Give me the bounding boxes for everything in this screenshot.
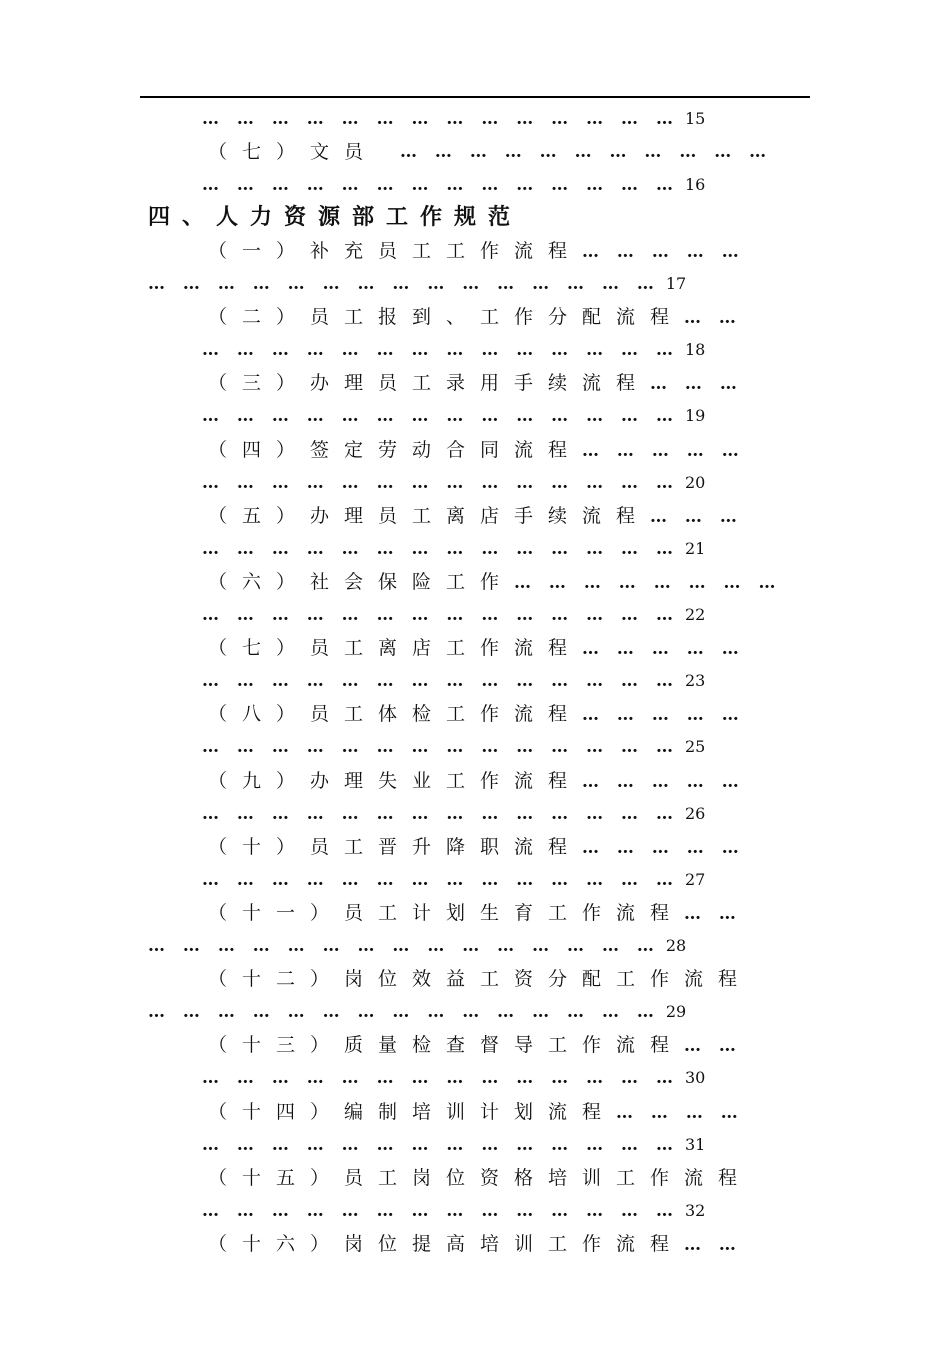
page-number: 23 xyxy=(684,671,706,690)
leader-dots: … … xyxy=(684,1235,742,1255)
entry-label: （八）员工体检工作流程 xyxy=(208,703,583,725)
toc-entry[interactable] xyxy=(208,1097,744,1127)
leader-dots: … … … … … … … … … … … … … … xyxy=(202,473,679,493)
toc-entry-clerk[interactable] xyxy=(208,137,378,167)
leader-dots: … … … … … … … … … … … … … … xyxy=(202,109,679,129)
entry-label: （十二）岗位效益工资分配工作流程 xyxy=(208,968,753,990)
leader-dots: … … xyxy=(684,308,742,328)
leader-dots: … … … … … … … … … … … … … … xyxy=(202,406,679,426)
toc-entry[interactable] xyxy=(208,766,745,796)
toc-entry-leader xyxy=(148,997,686,1027)
leader-dots: … … … … … … … … … … … … … … xyxy=(202,671,679,691)
toc-entry[interactable] xyxy=(208,368,743,398)
leader-dots: … … … … … … … … … … … … … … xyxy=(202,340,679,360)
toc-entry[interactable] xyxy=(208,236,745,266)
leader-dots: … … … … … … … … … … … … … … xyxy=(202,1068,679,1088)
leader-dots: … … … … … xyxy=(582,441,745,461)
leader-dots: … … xyxy=(684,1036,742,1056)
toc-entry-leader xyxy=(202,335,705,365)
entry-label: （二）员工报到、工作分配流程 xyxy=(208,306,685,328)
toc-entry-leader xyxy=(202,468,705,498)
toc-entry[interactable] xyxy=(208,1030,742,1060)
page-number: 25 xyxy=(684,737,706,756)
toc-entry-leader xyxy=(202,666,705,696)
toc-entry[interactable] xyxy=(208,302,742,332)
leader-dots: … … … … … … … … … … … … … … xyxy=(202,804,679,824)
leader-dots: … … … … … … … … … … … … … … xyxy=(202,870,679,890)
toc-entry[interactable] xyxy=(208,898,742,928)
leader-dots: … … … xyxy=(650,374,743,394)
toc-entry-leader xyxy=(202,1196,705,1226)
leader-dots: … … … … … … … … … … … … … … xyxy=(202,175,679,195)
entry-label: （十五）员工岗位资格培训工作流程 xyxy=(208,1167,753,1189)
page-number: 28 xyxy=(665,936,687,955)
entry-label: （四）签定劳动合同流程 xyxy=(208,439,583,461)
page-number: 19 xyxy=(684,406,706,425)
toc-entry[interactable] xyxy=(208,501,743,531)
leader-dots: … … … … … … … … … … … … … … … xyxy=(148,274,660,294)
entry-label: （十四）编制培训计划流程 xyxy=(208,1101,617,1123)
leader-dots: … … … … … xyxy=(582,705,745,725)
entry-label: （七）员工离店工作流程 xyxy=(208,637,583,659)
page-number: 26 xyxy=(684,804,706,823)
toc-entry-leader xyxy=(148,269,686,299)
toc-entry-leader xyxy=(202,401,705,431)
entry-label: （十一）员工计划生育工作流程 xyxy=(208,902,685,924)
leader-dots: … … … … … … … … … … … … … … xyxy=(202,1135,679,1155)
page-number: 16 xyxy=(684,175,706,194)
toc-entry-leader xyxy=(202,600,705,630)
toc-entry-leader xyxy=(202,799,705,829)
page-number: 30 xyxy=(684,1068,706,1087)
leader-dots: … … … … … xyxy=(582,639,745,659)
toc-entry[interactable] xyxy=(208,964,752,994)
toc-entry[interactable] xyxy=(208,699,745,729)
toc-entry[interactable] xyxy=(208,567,781,597)
toc-entry-clerk-leader xyxy=(400,137,772,167)
page-number: 22 xyxy=(684,605,706,624)
entry-label: （五）办理员工离店手续流程 xyxy=(208,505,651,527)
leader-dots: … … … … … xyxy=(582,242,745,262)
toc-entry-clerk-leader2 xyxy=(202,170,705,200)
entry-label: （六）社会保险工作 xyxy=(208,571,515,593)
page-number: 18 xyxy=(684,340,706,359)
leader-dots: … … … xyxy=(650,507,743,527)
toc-entry[interactable] xyxy=(208,1229,742,1259)
page-number: 21 xyxy=(684,539,706,558)
leader-dots: … … … … … … … … … … … … … … xyxy=(202,539,679,559)
header-rule xyxy=(140,96,810,98)
leader-dots: … … … … … … … … … … … … … … xyxy=(202,1201,679,1221)
toc-entry-leader xyxy=(202,1063,705,1093)
entry-label: （十六）岗位提高培训工作流程 xyxy=(208,1233,685,1255)
toc-entry-leader xyxy=(202,1130,705,1160)
leader-dots: … … … … … … … … … … … xyxy=(400,142,773,162)
entry-label: （十）员工晋升降职流程 xyxy=(208,836,583,858)
entry-label: （一）补充员工工作流程 xyxy=(208,240,583,262)
leader-dots: … … … … … … … … xyxy=(514,573,782,593)
leader-dots: … … … … … … … … … … … … … … xyxy=(202,737,679,757)
toc-entry-leader xyxy=(202,534,705,564)
section-heading: 四、人力资源部工作规范 xyxy=(148,204,523,230)
entry-label: （十三）质量检查督导工作流程 xyxy=(208,1034,685,1056)
toc-entry[interactable] xyxy=(208,832,745,862)
page-number: 20 xyxy=(684,473,706,492)
leader-dots: … … … … xyxy=(616,1103,744,1123)
leader-dots: … … xyxy=(684,904,742,924)
leader-dots: … … … … … … … … … … … … … … … xyxy=(148,1002,660,1022)
page-number: 17 xyxy=(665,274,687,293)
toc-leader-continuation xyxy=(202,104,705,134)
toc-entry[interactable] xyxy=(208,435,745,465)
leader-dots: … … … … … … … … … … … … … … … xyxy=(148,936,660,956)
entry-label: （三）办理员工录用手续流程 xyxy=(208,372,651,394)
toc-entry[interactable] xyxy=(208,1163,752,1193)
page-number: 15 xyxy=(684,109,706,128)
toc-entry-leader xyxy=(202,865,705,895)
page-number: 31 xyxy=(684,1135,706,1154)
toc-entry-leader xyxy=(148,931,686,961)
page-number: 32 xyxy=(684,1201,706,1220)
page-number: 27 xyxy=(684,870,706,889)
entry-label: （七）文员 xyxy=(208,141,379,163)
page-number: 29 xyxy=(665,1002,687,1021)
leader-dots: … … … … … xyxy=(582,838,745,858)
toc-entry-leader xyxy=(202,732,705,762)
leader-dots: … … … … … … … … … … … … … … xyxy=(202,605,679,625)
entry-label: （九）办理失业工作流程 xyxy=(208,770,583,792)
leader-dots: … … … … … xyxy=(582,772,745,792)
toc-entry[interactable] xyxy=(208,633,745,663)
